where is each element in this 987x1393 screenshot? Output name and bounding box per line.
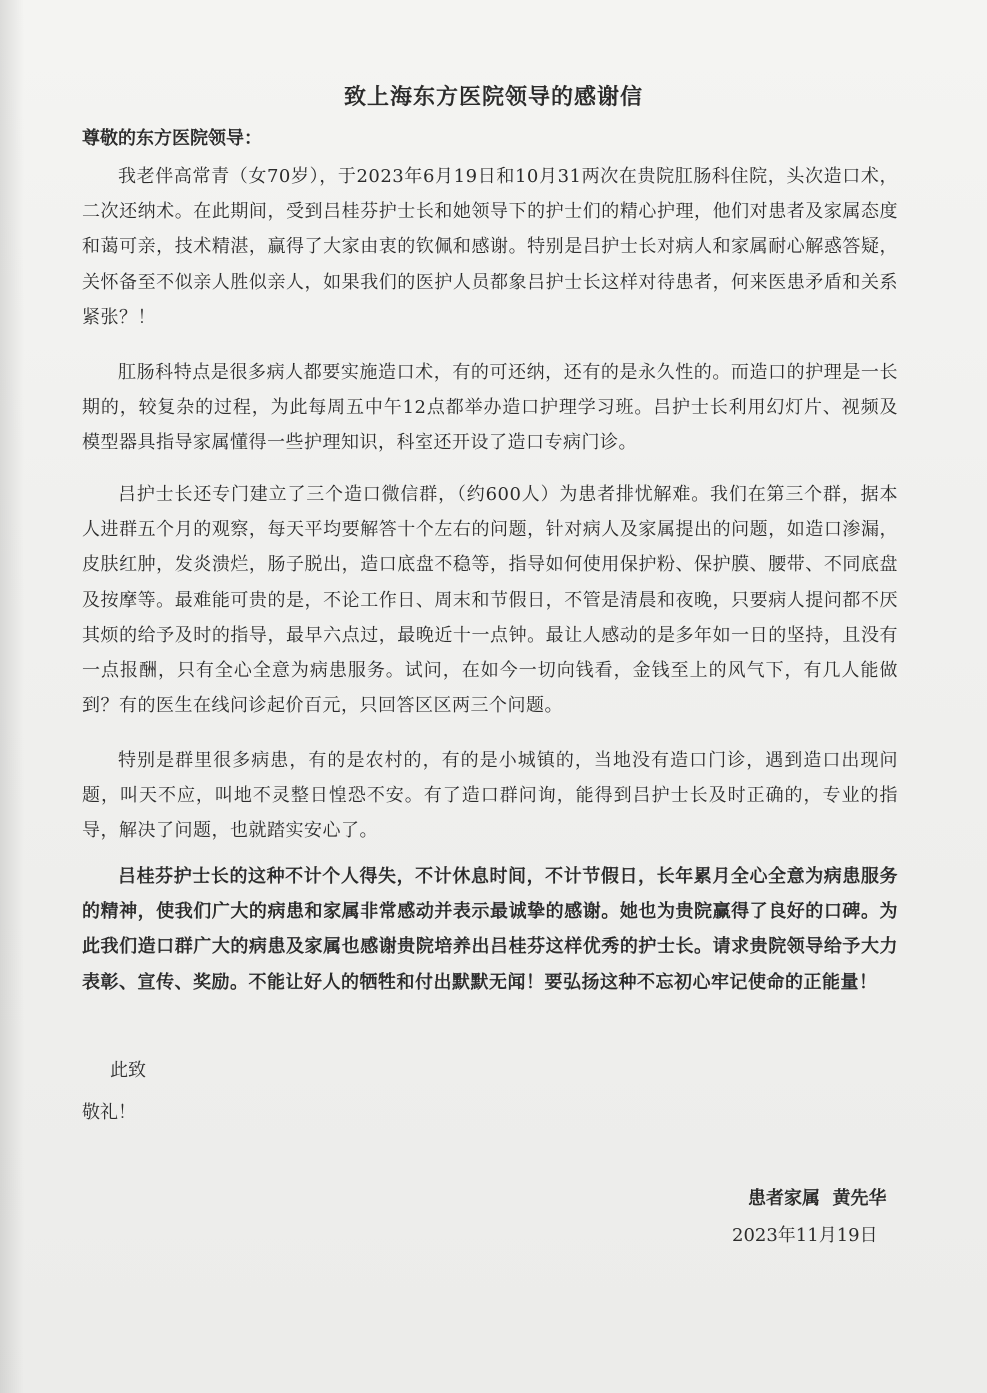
salutation: 尊敬的东方医院领导：: [82, 128, 262, 149]
paragraph-4-block: [82, 743, 898, 849]
signature: 患者家属 黄先华: [748, 1188, 887, 1209]
letter-date: 2023年11月19日: [732, 1225, 878, 1246]
paragraph-2-block: [82, 355, 898, 461]
paragraph-1-block: [82, 159, 898, 335]
closing-jing-li: 敬礼！: [82, 1102, 136, 1123]
paragraph: 我老伴高常青（女70岁），于2023年6月19日和10月31两次在贵院肛肠科住院，头次造口术，二次还纳术。在此期间，受到吕桂芬护士长和她领导下的护士们的精心护理，他们对患者及家属态度和蔼可亲，技术精湛，赢得了大家由衷的钦佩和感谢。特别是吕护士长对病人和家属耐心解惑答疑，关怀备至不似亲人胜似亲人，如果我们的医护人员都象吕护士长这样对待患者，何来医患矛盾和关系紧张？！: [82, 166, 898, 328]
page-shadow: [0, 0, 24, 1393]
paragraph-5-block: [82, 859, 898, 1000]
paragraph: 肛肠科特点是很多病人都要实施造口术，有的可还纳，还有的是永久性的。而造口的护理是一长期的，较复杂的过程，为此每周五中午12点都举办造口护理学习班。吕护士长利用幻灯片、视频及模型器具指导家属懂得一些护理知识，科室还开设了造口专病门诊。: [82, 362, 898, 454]
letter-title: 致上海东方医院领导的感谢信: [343, 85, 643, 110]
paragraph: 吕桂芬护士长的这种不计个人得失，不计休息时间，不计节假日，长年累月全心全意为病患服务的精神，使我们广大的病患和家属非常感动并表示最诚挚的感谢。她也为贵院赢得了良好的口碑。为此我们造口群广大的病患及家属也感谢贵院培养出吕桂芬这样优秀的护士长。请求贵院领导给予大力表彰、宣传、奖励。不能让好人的牺牲和付出默默无闻！要弘扬这种不忘初心牢记使命的正能量！: [82, 866, 898, 993]
paragraph: 吕护士长还专门建立了三个造口微信群，（约600人）为患者排忧解难。我们在第三个群，据本人进群五个月的观察，每天平均要解答十个左右的问题，针对病人及家属提出的问题，如造口渗漏，皮肤红肿，发炎溃烂，肠子脱出，造口底盘不稳等，指导如何使用保护粉、保护膜、腰带、不同底盘及按摩等。最难能可贵的是，不论工作日、周末和节假日，不管是清晨和夜晚，只要病人提问都不厌其烦的给予及时的指导，最早六点过，最晚近十一点钟。最让人感动的是多年如一日的坚持，且没有一点报酬，只有全心全意为病患服务。试问，在如今一切向钱看，金钱至上的风气下，有几人能做到？有的医生在线问诊起价百元，只回答区区两三个问题。: [82, 484, 898, 717]
paragraph-3-block: [82, 477, 898, 723]
closing-ci-zhi: 此致: [110, 1060, 146, 1081]
paragraph: 特别是群里很多病患，有的是农村的，有的是小城镇的，当地没有造口门诊，遇到造口出现问题，叫天不应，叫地不灵整日惶恐不安。有了造口群问询，能得到吕护士长及时正确的，专业的指导，解决了问题，也就踏实安心了。: [82, 750, 898, 842]
